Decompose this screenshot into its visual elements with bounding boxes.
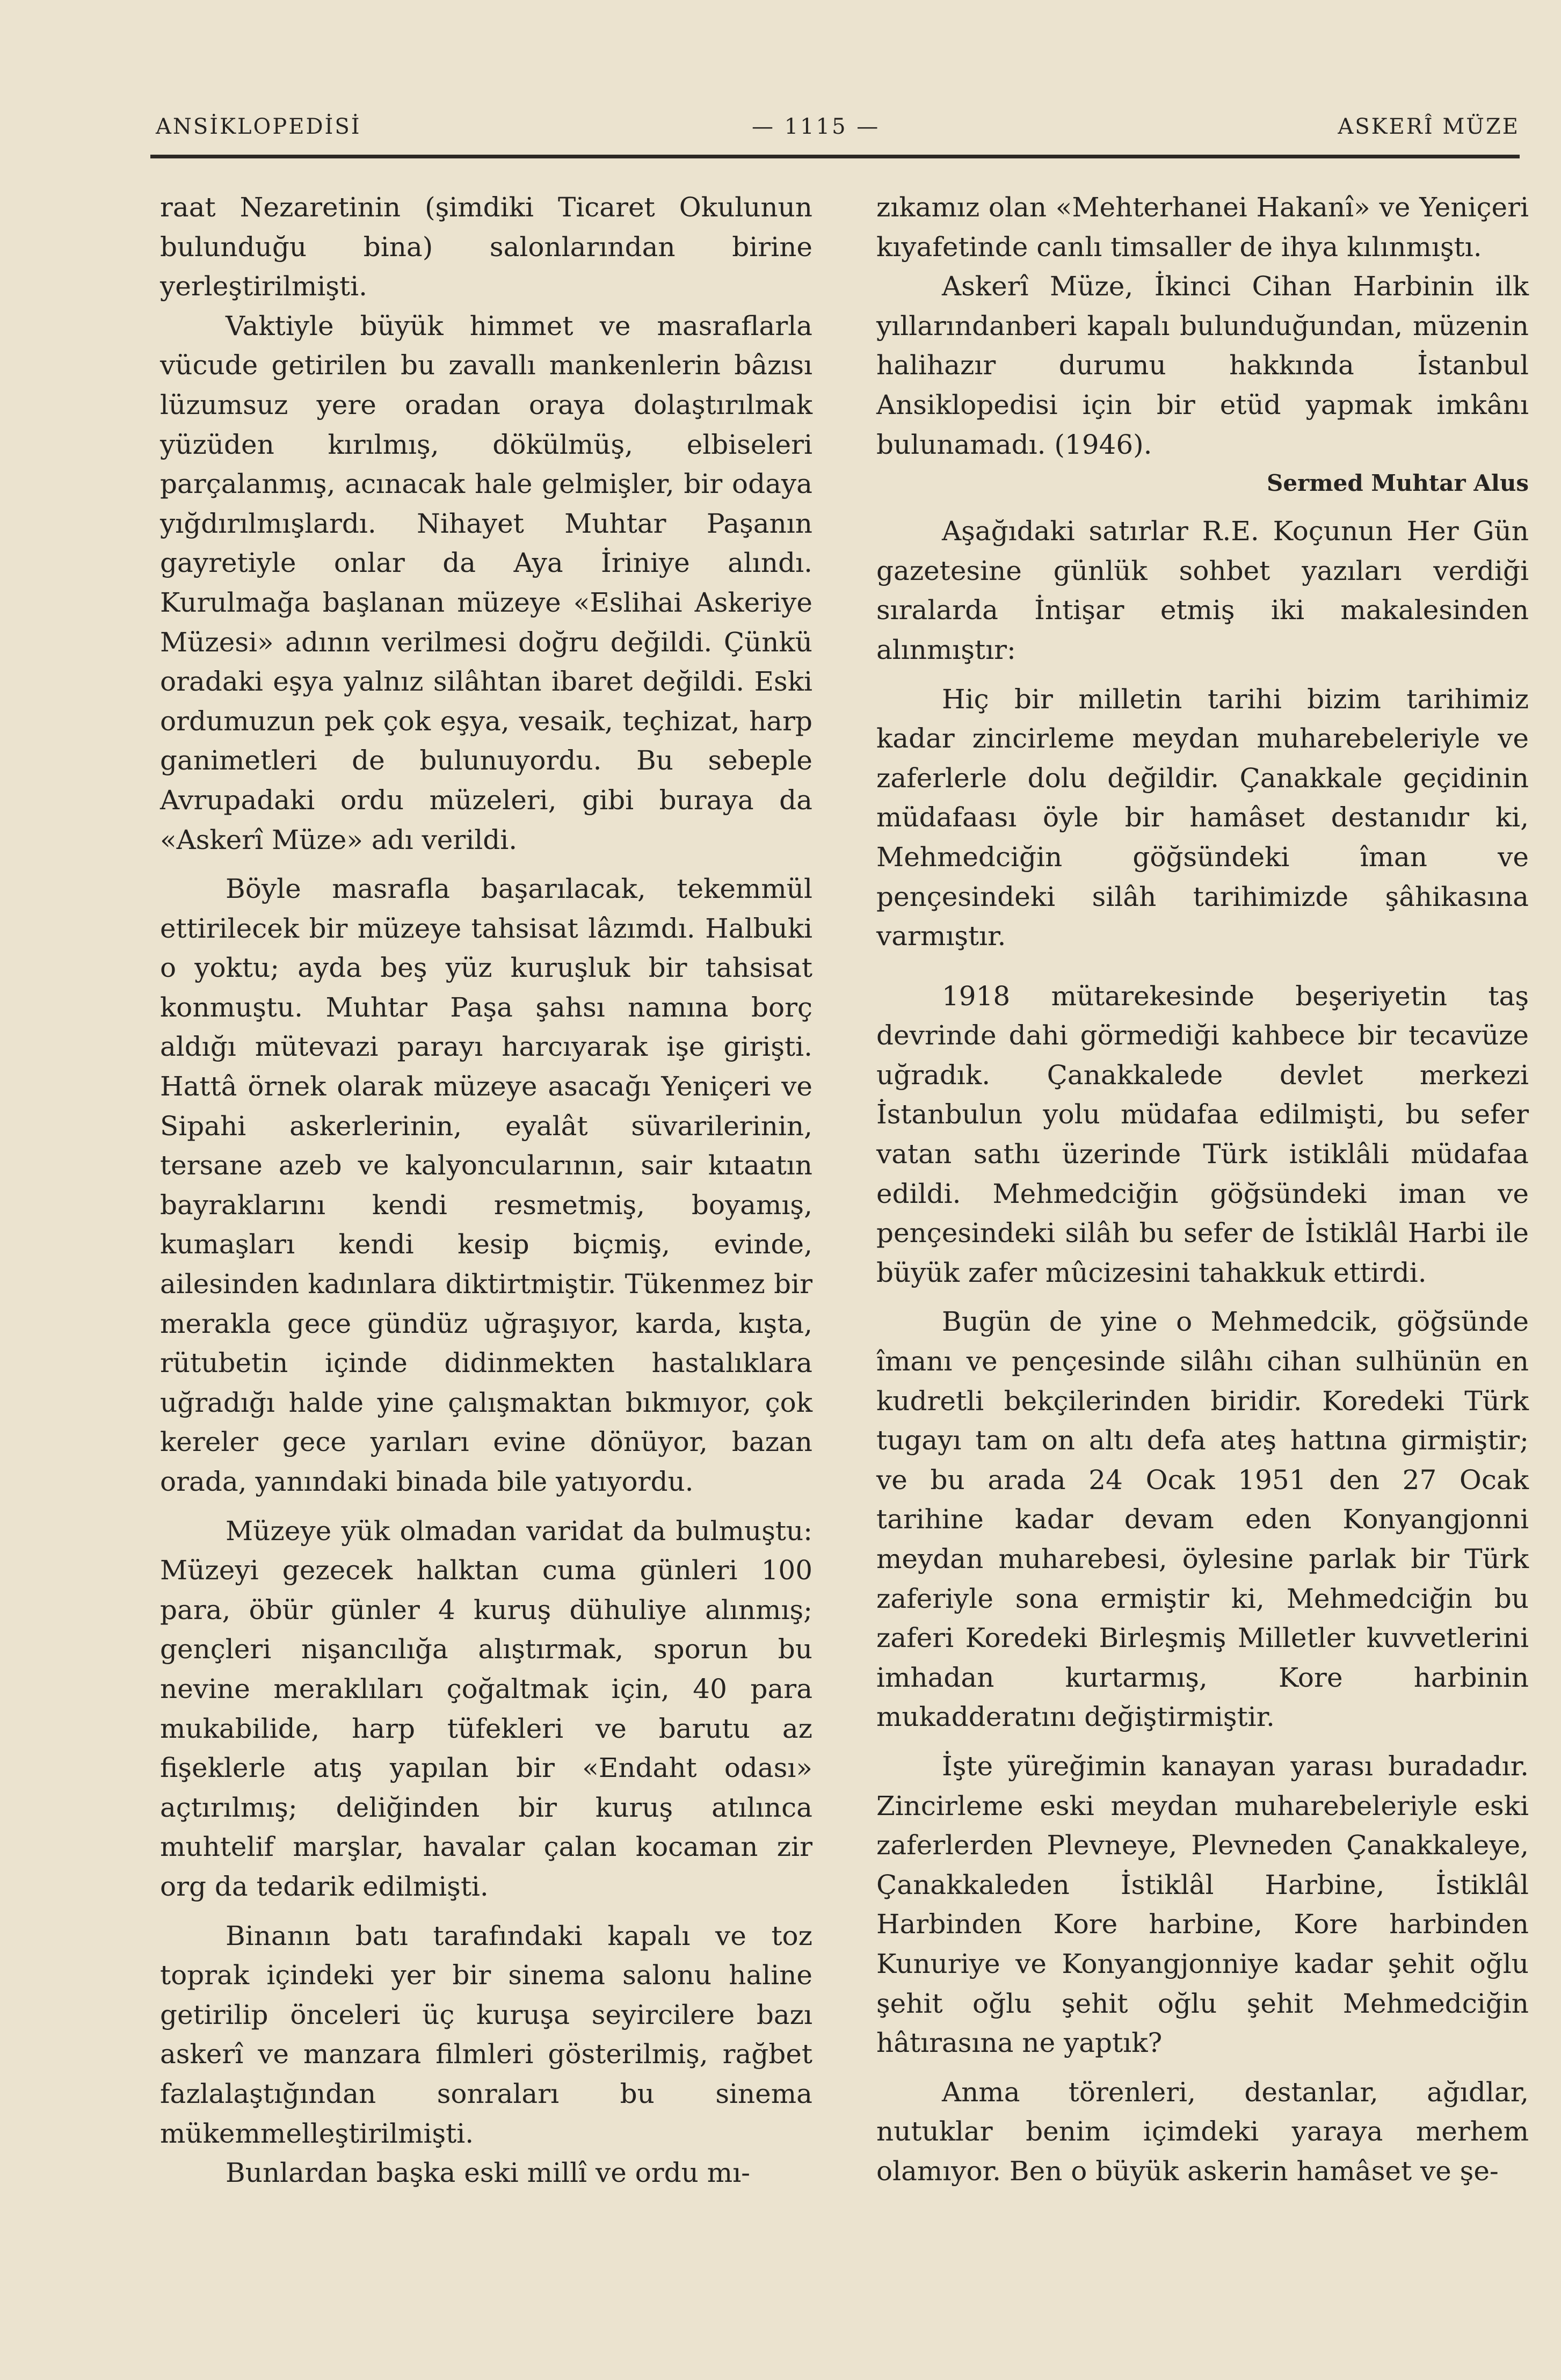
paragraph: Binanın batı tarafındaki kapalı ve toz toprak içindeki yer bir sinema salonu haline getirilip önceleri üç kuruşa seyircilere bazı askerî ve manzara filmleri gösterilmiş, rağbet fazlalaştığından sonraları bu sinema mükemmelleştirilmişti. [160,1920,812,2149]
header-left-title: ANSİKLOPEDİSİ [156,114,361,139]
paragraph: Bunlardan başka eski millî ve ordu mı- [226,2157,751,2189]
running-header [156,110,1520,148]
paragraph: Böyle masrafla başarılacak, tekemmül ettirilecek bir müzeye tahsisat lâzımdı. Halbuki o yoktu; ayda beş yüz kuruşluk bir tahsisat konmuştu. Muhtar Paşa şahsı namına borç aldığı mütevazi parayı harcıyarak işe girişti. Hattâ örnek olarak müzeye asacağı Yeniçeri ve Sipahi askerlerinin, eyalât süvarilerinin, tersane azeb ve kalyoncularının, sair kıtaatın bayraklarını kendi resmetmiş, boyamış, kumaşları kendi kesip biçmiş, evinde, ailesinden kadınlara diktirtmiştir. Tükenmez bir merakla gece gündüz uğraşıyor, karda, kışta, rütubetin içinde didinmekten hastalıklara uğradığı halde yine çalışmaktan bıkmıyor, çok kereler gece yarıları evine dönüyor, bazan orada, yanındaki binada bile yatıyordu. [160,873,812,1497]
paragraph: zıkamız olan «Mehterhanei Hakanî» ve Yeniçeri kıyafetinde canlı timsaller de ihya kılınmıştı. [876,192,1529,263]
paragraph: Vaktiyle büyük himmet ve masraflarla vücude getirilen bu zavallı mankenlerin bâzısı lüzumsuz yere oradan oraya dolaştırılmak yüzüden kırılmış, dökülmüş, elbiseleri parçalanmış, acınacak hale gelmişler, bir odaya yığdırılmışlardı. Nihayet Muhtar Paşanın gayretiyle onlar da Aya İriniye alındı. Kurulmağa başlanan müzeye «Eslihai Askeriye Müzesi» adının verilmesi doğru değildi. Çünkü oradaki eşya yalnız silâhtan ibaret değildi. Eski ordumuzun pek çok eşya, vesaik, teçhizat, harp ganimetleri de bulunuyordu. Bu sebeple Avrupadaki ordu müzeleri, gibi buraya da «Askerî Müze» adı verildi. [160,310,812,855]
paragraph: Askerî Müze, İkinci Cihan Harbinin ilk yıllarındanberi kapalı bulunduğundan, müzenin halihazır durumu hakkında İstanbul Ansiklopedisi için bir etüd yapmak imkânı bulunamadı. (1946). [876,271,1529,460]
header-right-title: ASKERÎ MÜZE [1338,114,1520,139]
paragraph: Bugün de yine o Mehmedcik, göğsünde îmanı ve pençesinde silâhı cihan sulhünün en kudretli bekçilerinden biridir. Koredeki Türk tugayı tam on altı defa ateş hattına girmiştir; ve bu arada 24 Ocak 1951 den 27 Ocak tarihine kadar devam eden Konyangjonni meydan muharebesi, öylesine parlak bir Türk zaferiyle sona ermiştir ki, Mehmedciğin bu zaferi Koredeki Birleşmiş Milletler kuvvetlerini imhadan kurtarmış, Kore harbinin mukadderatını değiştirmiştir. [876,1306,1529,1733]
header-rule [150,155,1520,158]
right-column [876,188,1529,2192]
paragraph: raat Nezaretinin (şimdiki Ticaret Okulunun bulunduğu bina) salonlarından birine yerleştirilmişti. [160,192,812,302]
left-column [160,188,812,2193]
paragraph: 1918 mütarekesinde beşeriyetin taş devrinde dahi görmediği kahbece bir tecavüze uğradık. Çanakkalede devlet merkezi İstanbulun yolu müdafaa edilmişti, bu sefer vatan sathı üzerinde Türk istiklâli müdafaa edildi. Mehmedciğin göğsündeki iman ve pençesindeki silâh bu sefer de İstiklâl Harbi ile büyük zafer mûcizesini tahakkuk ettirdi. [876,980,1529,1288]
paragraph: İşte yüreğimin kanayan yarası buradadır. Zincirleme eski meydan muharebeleriyle eski zaferlerden Plevneye, Plevneden Çanakkaleye, Çanakkaleden İstiklâl Harbine, İstiklâl Harbinden Kore harbine, Kore harbinden Kunuriye ve Konyangjonniye kadar şehit oğlu şehit oğlu şehit oğlu şehit Mehmedciğin hâtırasına ne yaptık? [876,1750,1529,2059]
paragraph: Anma törenleri, destanlar, ağıdlar, nutuklar benim içimdeki yaraya merhem olamıyor. Ben o büyük askerin hamâset ve şe- [876,2076,1529,2187]
paragraph: Müzeye yük olmadan varidat da bulmuştu: Müzeyi gezecek halktan cuma günleri 100 para, öbür günler 4 kuruş dühuliye alınmış; gençleri nişancılığa alıştırmak, sporun bu nevine meraklıları çoğaltmak için, 40 para mukabilide, harp tüfekleri ve barutu az fişeklerle atış yapılan bir «Endaht odası» açtırılmış; deliğinden bir kuruş atılınca muhtelif marşlar, havalar çalan kocaman zir org da tedarik edilmişti. [160,1515,812,1902]
paragraph: Aşağıdaki satırlar R.E. Koçunun Her Gün gazetesine günlük sohbet yazıları verdiği sıralarda İntişar etmiş iki makalesinden alınmıştır: [876,516,1529,665]
paragraph: Hiç bir milletin tarihi bizim tarihimiz kadar zincirleme meydan muharebeleriyle ve zaferlerle dolu değildir. Çanakkale geçidinin müdafaası öyle bir hamâset destanıdır ki, Mehmedciğin göğsündeki îman ve pençesindeki silâh tarihimizde şâhikasına varmıştır. [876,683,1529,952]
page-number: — 1115 — [752,114,881,139]
author-signature: Sermed Muhtar Alus [1267,470,1529,497]
